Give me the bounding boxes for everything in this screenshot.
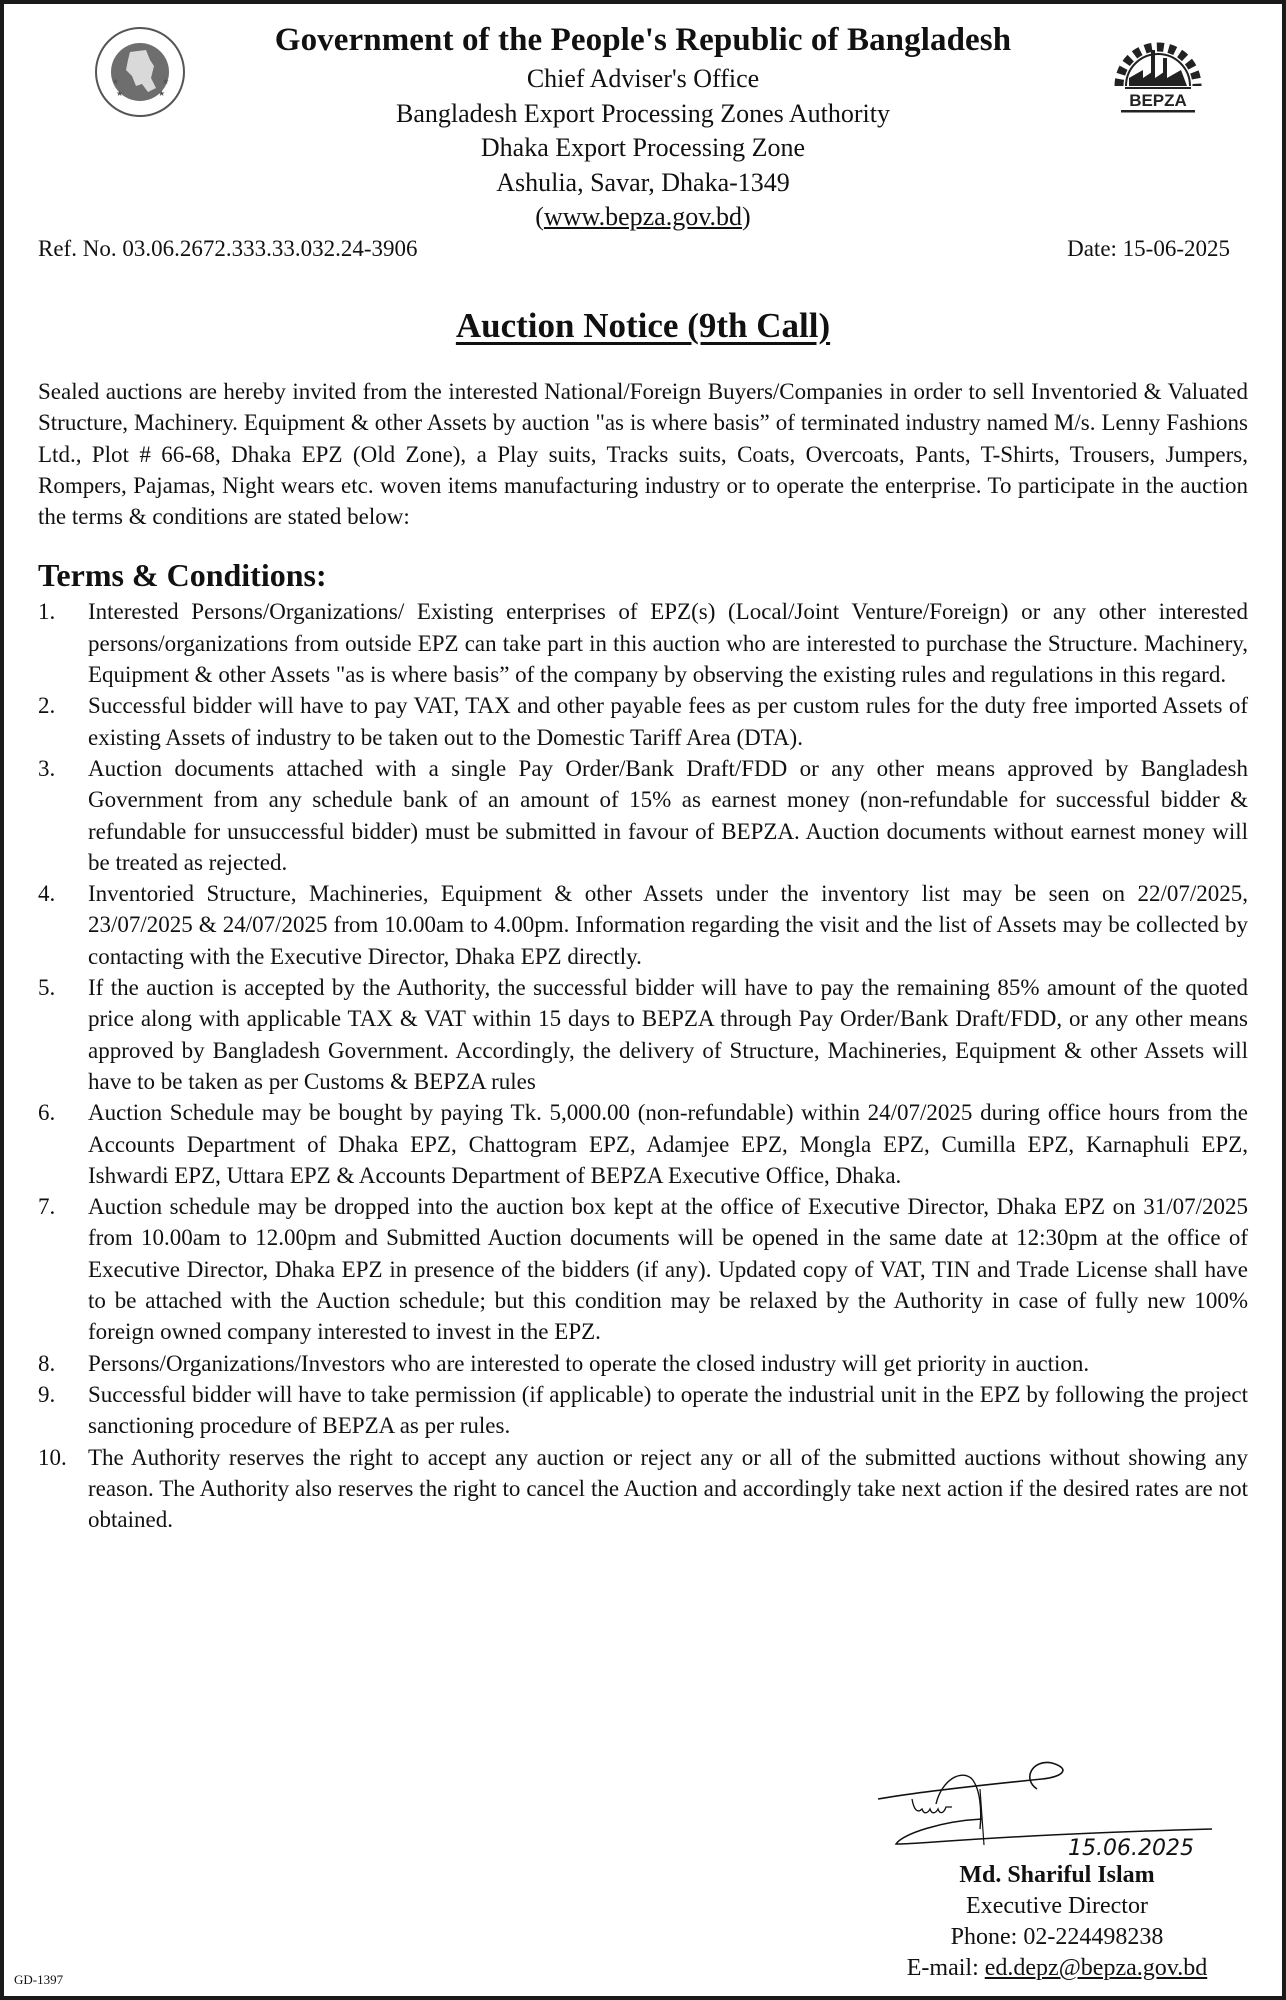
reference-number: Ref. No. 03.06.2672.333.33.032.24-3906 <box>38 236 418 261</box>
term-text: Interested Persons/Organizations/ Existing enterprises of EPZ(s) (Local/Joint Venture/Foreign) or any other interested persons/organizations from outside EPZ can take part in this auction who are interested to purchase the Structure. Machinery, Equipment & other Assets "as is where basis” of the company by observing the existing rules and regulations in this regard. <box>88 599 1248 688</box>
svg-text:★: ★ <box>158 89 166 98</box>
term-text: Auction schedule may be dropped into the auction box kept at the office of Executive Director, Dhaka EPZ on 31/07/2025 from 10.00am to 12.00pm and Submitted Auction documents will be opened in the same date at 12:30pm at the office of Executive Director, Dhaka EPZ in presence of the bidders (if any). Updated copy of VAT, TIN and Trade License shall have to be attached with the Auction schedule; but this condition may be relaxed by the Authority in case of fully new 100% foreign owned company interested to invest in the EPZ. <box>88 1194 1248 1345</box>
signature-block <box>872 1749 1242 1984</box>
term-item <box>38 878 1248 972</box>
term-text: Inventoried Structure, Machineries, Equipment & other Assets under the inventory list may be seen on 22/07/2025, 23/07/2025 & 24/07/2025 from 10.00am to 4.00pm. Information regarding the visit and the list of Assets may be collected by contacting with the Executive Director, Dhaka EPZ directly. <box>88 881 1248 969</box>
term-text: Successful bidder will have to pay VAT, TAX and other payable fees as per custom rules for the duty free imported Assets of existing Assets of industry to be taken out to the Domestic Tariff Area (DTA). <box>88 693 1248 750</box>
government-title: Government of the People's Republic of Bangladesh <box>274 22 1012 58</box>
intro-paragraph: Sealed auctions are hereby invited from the interested National/Foreign Buyers/Companies in order to sell Inventoried & Valuated Structure, Machinery. Equipment & other Assets by auction "as is where basis” of terminated industry named M/s. Lenny Fashions Ltd., Plot # 66-68, Dhaka EPZ (Old Zone), a Play suits, Tracks suits, Coats, Overcoats, Pants, T-Shirts, Trousers, Jumpers, Rompers, Pajamas, Night wears etc. woven items manufacturing industry or to operate the enterprise. To participate in the auction the terms & conditions are stated below: <box>38 379 1248 530</box>
term-text: Auction Schedule may be bought by paying Tk. 5,000.00 (non-refundable) within 24/07/2025 during office hours from the Accounts Department of Dhaka EPZ, Chattogram EPZ, Adamjee EPZ, Mongla EPZ, Cumilla EPZ, Karnaphuli EPZ, Ishwardi EPZ, Uttara EPZ & Accounts Department of BEPZA Executive Office, Dhaka. <box>88 1100 1248 1188</box>
term-text: The Authority reserves the right to accept any auction or reject any or all of the submitted auctions without showing any reason. The Authority also reserves the right to cancel the Auction and accordingly take next action if the desired rates are not obtained. <box>88 1444 1248 1533</box>
website-prefix: ( <box>535 202 544 231</box>
website-link[interactable]: www.bepza.gov.bd <box>543 202 743 231</box>
signer-name: Md. Shariful Islam <box>959 1862 1155 1888</box>
term-number: 6. <box>38 1100 56 1126</box>
bepza-logo-icon <box>1109 24 1207 116</box>
term-number: 10. <box>38 1444 67 1470</box>
term-item <box>38 1097 1248 1191</box>
term-item <box>38 690 1248 753</box>
terms-heading: Terms & Conditions: <box>38 557 327 594</box>
signer-designation: Executive Director <box>966 1893 1148 1919</box>
term-number: 7. <box>38 1194 56 1220</box>
svg-text:★: ★ <box>112 77 120 86</box>
term-number: 4. <box>38 881 56 907</box>
signer-phone: Phone: 02-224498238 <box>950 1924 1164 1950</box>
website-line <box>4 200 1282 235</box>
term-number: 3. <box>38 755 56 781</box>
signer-email-row <box>872 1953 1242 1984</box>
term-item <box>38 972 1248 1097</box>
term-number: 1. <box>38 599 56 625</box>
term-text: Successful bidder will have to take permission (if applicable) to operate the industrial unit in the EPZ by following the project sanctioning procedure of BEPZA as per rules. <box>88 1381 1248 1439</box>
svg-text:★: ★ <box>116 89 124 98</box>
svg-text:BEPZA: BEPZA <box>1129 91 1187 110</box>
notice-title <box>4 306 1282 346</box>
term-item <box>38 753 1248 878</box>
address-line: Ashulia, Savar, Dhaka-1349 <box>496 167 790 197</box>
email-label: E-mail: <box>906 1955 985 1981</box>
email-link[interactable]: ed.depz@bepza.gov.bd <box>984 1955 1208 1981</box>
term-text: Auction documents attached with a single Pay Order/Bank Draft/FDD or any other means approved by Bangladesh Government from any schedule bank of an amount of 15% as earnest money (non-refundable for successful bidder & refundable for unsuccessful bidder) must be submitted in favour of BEPZA. Auction documents without earnest money will be treated as rejected. <box>88 755 1248 875</box>
letterhead <box>4 4 1282 266</box>
term-number: 9. <box>38 1381 56 1407</box>
document-code: GD-1397 <box>14 1972 64 1987</box>
term-number: 8. <box>38 1350 56 1376</box>
handwritten-signature-icon <box>872 1749 1242 1859</box>
term-text: If the auction is accepted by the Authority, the successful bidder will have to pay the remaining 85% amount of the quoted price along with applicable TAX & VAT within 15 days to BEPZA through Pay Order/Bank Draft/FDD, or any other means approved by Bangladesh Government. Accordingly, the delivery of Structure, Machineries, Equipment & other Assets will have to be taken as per Customs & BEPZA rules <box>88 975 1248 1094</box>
term-text: Persons/Organizations/Investors who are interested to operate the closed industry will get priority in auction. <box>88 1350 1090 1376</box>
authority-line: Bangladesh Export Processing Zones Authority <box>396 98 890 128</box>
office-line: Chief Adviser's Office <box>526 64 760 93</box>
term-item <box>38 596 1248 690</box>
term-item <box>38 1379 1248 1442</box>
notice-title-text: Auction Notice (9th Call) <box>455 306 831 345</box>
term-item <box>38 1191 1248 1347</box>
term-item <box>38 1348 1248 1379</box>
reference-row <box>38 236 1230 262</box>
term-item <box>38 1442 1248 1536</box>
website-suffix: ) <box>742 202 751 231</box>
svg-text:★: ★ <box>162 77 170 86</box>
issue-date: Date: 15-06-2025 <box>1067 236 1230 261</box>
svg-text:15.06.2025: 15.06.2025 <box>1068 1836 1194 1859</box>
zone-line: Dhaka Export Processing Zone <box>480 133 806 162</box>
terms-list <box>38 596 1248 1535</box>
term-number: 5. <box>38 975 56 1001</box>
term-number: 2. <box>38 693 56 719</box>
